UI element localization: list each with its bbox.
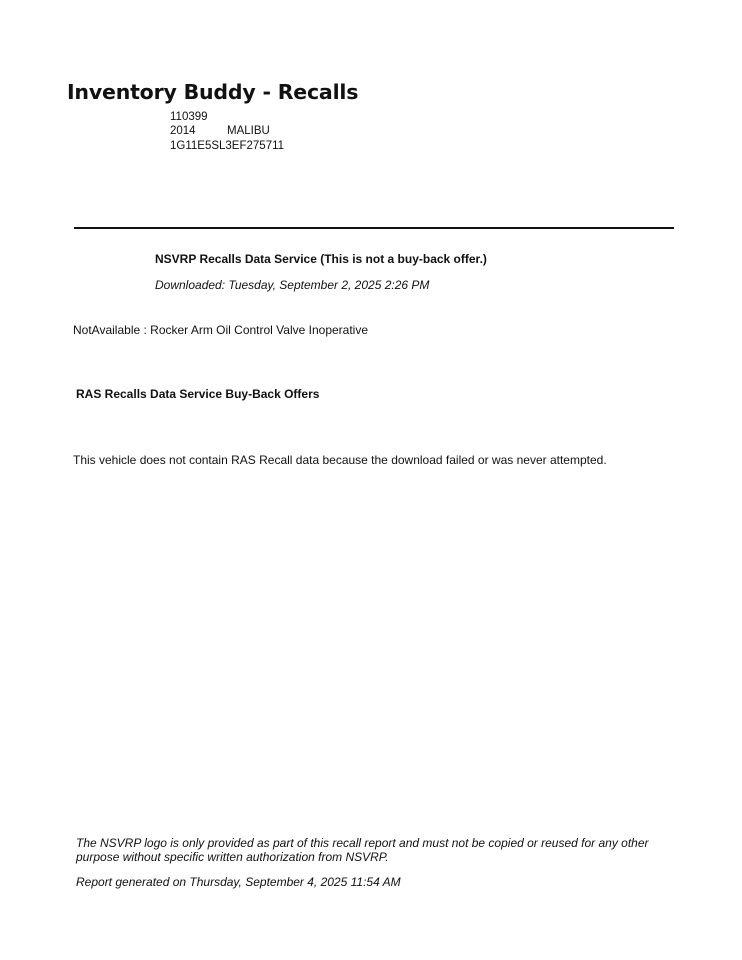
vin-number-value: 1G11E5SL3EF275711 <box>170 140 285 152</box>
stock-number-value: 110399 <box>170 111 208 123</box>
year-value: 2014 <box>170 125 196 137</box>
report-title: Inventory Buddy - Recalls <box>67 80 359 104</box>
footer-disclaimer: The NSVRP logo is only provided as part of this recall report and must not be copied or reused for any other purpose without specific written authorization from NSVRP. <box>76 836 649 864</box>
ras-message: This vehicle does not contain RAS Recall data because the download failed or was never attempted. <box>73 453 607 467</box>
ras-heading: RAS Recalls Data Service Buy-Back Offers <box>76 387 320 401</box>
section-divider <box>74 227 674 229</box>
footer-generated: Report generated on Thursday, September 4, 2025 11:54 AM <box>76 875 401 889</box>
nsvrp-heading: NSVRP Recalls Data Service (This is not a buy-back offer.) <box>155 252 487 266</box>
recall-item: NotAvailable : Rocker Arm Oil Control Valve Inoperative <box>73 323 369 337</box>
model-value: MALIBU <box>227 125 270 137</box>
nsvrp-downloaded: Downloaded: Tuesday, September 2, 2025 2:26 PM <box>155 278 430 292</box>
